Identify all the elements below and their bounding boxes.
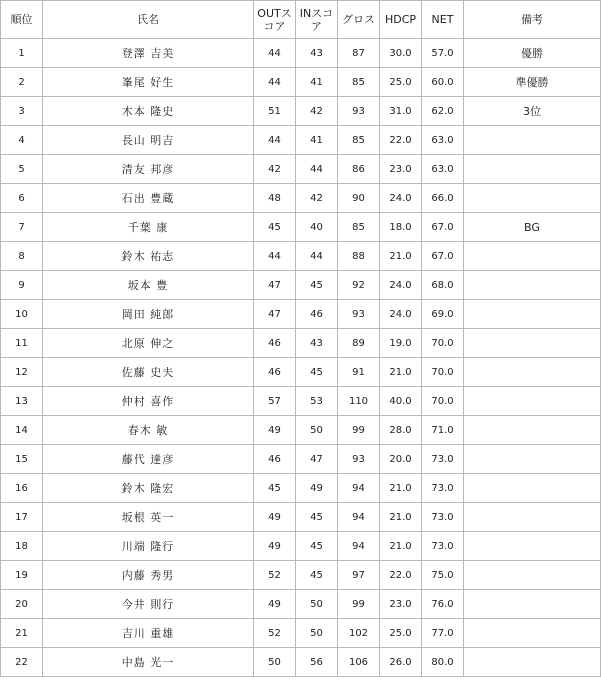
hdcp-cell: 21.0 bbox=[380, 503, 422, 532]
out-score-cell: 52 bbox=[254, 619, 296, 648]
name-cell: 長山 明吉 bbox=[43, 126, 254, 155]
net-cell: 73.0 bbox=[422, 503, 464, 532]
name-cell: 北原 伸之 bbox=[43, 329, 254, 358]
rank-cell: 20 bbox=[1, 590, 43, 619]
note-cell bbox=[464, 445, 601, 474]
out-score-cell: 45 bbox=[254, 474, 296, 503]
hdcp-cell: 24.0 bbox=[380, 184, 422, 213]
name-cell: 川端 隆行 bbox=[43, 532, 254, 561]
rank-cell: 4 bbox=[1, 126, 43, 155]
in-score-cell: 41 bbox=[296, 126, 338, 155]
in-score-cell: 49 bbox=[296, 474, 338, 503]
in-score-cell: 45 bbox=[296, 561, 338, 590]
table-row bbox=[1, 590, 601, 619]
in-score-cell: 50 bbox=[296, 590, 338, 619]
out-score-cell: 44 bbox=[254, 126, 296, 155]
note-cell bbox=[464, 387, 601, 416]
name-cell: 石出 豊蔵 bbox=[43, 184, 254, 213]
hdcp-cell: 19.0 bbox=[380, 329, 422, 358]
in-score-cell: 44 bbox=[296, 242, 338, 271]
name-cell: 岡田 純郎 bbox=[43, 300, 254, 329]
out-score-cell: 46 bbox=[254, 445, 296, 474]
net-cell: 73.0 bbox=[422, 474, 464, 503]
note-cell bbox=[464, 329, 601, 358]
name-cell: 千葉 康 bbox=[43, 213, 254, 242]
gross-cell: 87 bbox=[338, 39, 380, 68]
in-score-cell: 45 bbox=[296, 532, 338, 561]
net-cell: 77.0 bbox=[422, 619, 464, 648]
in-score-cell: 45 bbox=[296, 271, 338, 300]
net-cell: 69.0 bbox=[422, 300, 464, 329]
out-score-cell: 49 bbox=[254, 503, 296, 532]
in-score-cell: 45 bbox=[296, 503, 338, 532]
rank-cell: 7 bbox=[1, 213, 43, 242]
hdcp-cell: 30.0 bbox=[380, 39, 422, 68]
net-cell: 70.0 bbox=[422, 358, 464, 387]
gross-cell: 94 bbox=[338, 474, 380, 503]
in-score-cell: 42 bbox=[296, 97, 338, 126]
out-score-cell: 47 bbox=[254, 300, 296, 329]
table-header bbox=[1, 1, 601, 39]
name-cell: 坂本 豊 bbox=[43, 271, 254, 300]
rank-cell: 8 bbox=[1, 242, 43, 271]
hdcp-cell: 22.0 bbox=[380, 126, 422, 155]
in-score-cell: 46 bbox=[296, 300, 338, 329]
net-cell: 70.0 bbox=[422, 329, 464, 358]
out-score-cell: 48 bbox=[254, 184, 296, 213]
header-out-score: OUTスコア bbox=[254, 1, 296, 39]
name-cell: 中島 光一 bbox=[43, 648, 254, 677]
gross-cell: 93 bbox=[338, 97, 380, 126]
header-note: 備考 bbox=[464, 1, 601, 39]
rank-cell: 19 bbox=[1, 561, 43, 590]
rank-cell: 6 bbox=[1, 184, 43, 213]
table-row bbox=[1, 300, 601, 329]
rank-cell: 17 bbox=[1, 503, 43, 532]
hdcp-cell: 25.0 bbox=[380, 68, 422, 97]
net-cell: 73.0 bbox=[422, 532, 464, 561]
rank-cell: 16 bbox=[1, 474, 43, 503]
name-cell: 清友 邦彦 bbox=[43, 155, 254, 184]
in-score-cell: 44 bbox=[296, 155, 338, 184]
rank-cell: 18 bbox=[1, 532, 43, 561]
rank-cell: 22 bbox=[1, 648, 43, 677]
hdcp-cell: 21.0 bbox=[380, 358, 422, 387]
out-score-cell: 45 bbox=[254, 213, 296, 242]
out-score-cell: 49 bbox=[254, 532, 296, 561]
in-score-cell: 45 bbox=[296, 358, 338, 387]
in-score-cell: 53 bbox=[296, 387, 338, 416]
header-hdcp: HDCP bbox=[380, 1, 422, 39]
gross-cell: 85 bbox=[338, 68, 380, 97]
net-cell: 66.0 bbox=[422, 184, 464, 213]
hdcp-cell: 24.0 bbox=[380, 300, 422, 329]
net-cell: 67.0 bbox=[422, 242, 464, 271]
hdcp-cell: 18.0 bbox=[380, 213, 422, 242]
header-row bbox=[1, 1, 601, 39]
gross-cell: 102 bbox=[338, 619, 380, 648]
out-score-cell: 50 bbox=[254, 648, 296, 677]
net-cell: 76.0 bbox=[422, 590, 464, 619]
rank-cell: 11 bbox=[1, 329, 43, 358]
in-score-cell: 42 bbox=[296, 184, 338, 213]
rank-cell: 14 bbox=[1, 416, 43, 445]
rank-cell: 12 bbox=[1, 358, 43, 387]
net-cell: 71.0 bbox=[422, 416, 464, 445]
out-score-cell: 42 bbox=[254, 155, 296, 184]
rank-cell: 13 bbox=[1, 387, 43, 416]
hdcp-cell: 20.0 bbox=[380, 445, 422, 474]
table-row bbox=[1, 213, 601, 242]
out-score-cell: 47 bbox=[254, 271, 296, 300]
note-cell bbox=[464, 503, 601, 532]
hdcp-cell: 21.0 bbox=[380, 532, 422, 561]
hdcp-cell: 28.0 bbox=[380, 416, 422, 445]
rank-cell: 2 bbox=[1, 68, 43, 97]
table-row bbox=[1, 39, 601, 68]
gross-cell: 85 bbox=[338, 126, 380, 155]
note-cell: 3位 bbox=[464, 97, 601, 126]
gross-cell: 91 bbox=[338, 358, 380, 387]
note-cell bbox=[464, 590, 601, 619]
hdcp-cell: 23.0 bbox=[380, 590, 422, 619]
gross-cell: 88 bbox=[338, 242, 380, 271]
name-cell: 仲村 喜作 bbox=[43, 387, 254, 416]
table-row bbox=[1, 474, 601, 503]
rank-cell: 9 bbox=[1, 271, 43, 300]
note-cell bbox=[464, 358, 601, 387]
name-cell: 内藤 秀男 bbox=[43, 561, 254, 590]
out-score-cell: 57 bbox=[254, 387, 296, 416]
hdcp-cell: 21.0 bbox=[380, 474, 422, 503]
in-score-cell: 43 bbox=[296, 39, 338, 68]
name-cell: 木本 隆史 bbox=[43, 97, 254, 126]
out-score-cell: 49 bbox=[254, 590, 296, 619]
table-row bbox=[1, 155, 601, 184]
name-cell: 今井 則行 bbox=[43, 590, 254, 619]
table-row bbox=[1, 358, 601, 387]
table-row bbox=[1, 242, 601, 271]
note-cell bbox=[464, 184, 601, 213]
in-score-cell: 47 bbox=[296, 445, 338, 474]
out-score-cell: 44 bbox=[254, 39, 296, 68]
rank-cell: 10 bbox=[1, 300, 43, 329]
net-cell: 80.0 bbox=[422, 648, 464, 677]
note-cell bbox=[464, 416, 601, 445]
table-row bbox=[1, 97, 601, 126]
table-body bbox=[1, 39, 601, 677]
table-row bbox=[1, 532, 601, 561]
note-cell bbox=[464, 271, 601, 300]
net-cell: 73.0 bbox=[422, 445, 464, 474]
note-cell bbox=[464, 155, 601, 184]
note-cell bbox=[464, 619, 601, 648]
hdcp-cell: 24.0 bbox=[380, 271, 422, 300]
table-row bbox=[1, 184, 601, 213]
rank-cell: 3 bbox=[1, 97, 43, 126]
net-cell: 75.0 bbox=[422, 561, 464, 590]
out-score-cell: 52 bbox=[254, 561, 296, 590]
net-cell: 67.0 bbox=[422, 213, 464, 242]
rank-cell: 15 bbox=[1, 445, 43, 474]
out-score-cell: 46 bbox=[254, 329, 296, 358]
hdcp-cell: 21.0 bbox=[380, 242, 422, 271]
net-cell: 63.0 bbox=[422, 155, 464, 184]
table-row bbox=[1, 329, 601, 358]
table-row bbox=[1, 416, 601, 445]
net-cell: 57.0 bbox=[422, 39, 464, 68]
net-cell: 62.0 bbox=[422, 97, 464, 126]
table-row bbox=[1, 619, 601, 648]
gross-cell: 94 bbox=[338, 532, 380, 561]
rank-cell: 1 bbox=[1, 39, 43, 68]
in-score-cell: 40 bbox=[296, 213, 338, 242]
net-cell: 68.0 bbox=[422, 271, 464, 300]
rank-cell: 21 bbox=[1, 619, 43, 648]
header-name: 氏名 bbox=[43, 1, 254, 39]
out-score-cell: 44 bbox=[254, 242, 296, 271]
hdcp-cell: 23.0 bbox=[380, 155, 422, 184]
name-cell: 鈴木 隆宏 bbox=[43, 474, 254, 503]
header-in-score: INスコア bbox=[296, 1, 338, 39]
table-row bbox=[1, 68, 601, 97]
in-score-cell: 56 bbox=[296, 648, 338, 677]
rank-cell: 5 bbox=[1, 155, 43, 184]
gross-cell: 86 bbox=[338, 155, 380, 184]
hdcp-cell: 31.0 bbox=[380, 97, 422, 126]
gross-cell: 94 bbox=[338, 503, 380, 532]
name-cell: 鈴木 祐志 bbox=[43, 242, 254, 271]
table-row bbox=[1, 126, 601, 155]
hdcp-cell: 40.0 bbox=[380, 387, 422, 416]
in-score-cell: 41 bbox=[296, 68, 338, 97]
gross-cell: 85 bbox=[338, 213, 380, 242]
gross-cell: 93 bbox=[338, 300, 380, 329]
name-cell: 佐藤 史夫 bbox=[43, 358, 254, 387]
gross-cell: 92 bbox=[338, 271, 380, 300]
note-cell bbox=[464, 561, 601, 590]
note-cell bbox=[464, 532, 601, 561]
note-cell bbox=[464, 474, 601, 503]
table-row bbox=[1, 387, 601, 416]
header-rank: 順位 bbox=[1, 1, 43, 39]
table-row bbox=[1, 271, 601, 300]
hdcp-cell: 25.0 bbox=[380, 619, 422, 648]
hdcp-cell: 22.0 bbox=[380, 561, 422, 590]
gross-cell: 99 bbox=[338, 416, 380, 445]
hdcp-cell: 26.0 bbox=[380, 648, 422, 677]
out-score-cell: 51 bbox=[254, 97, 296, 126]
name-cell: 藤代 達彦 bbox=[43, 445, 254, 474]
note-cell: 準優勝 bbox=[464, 68, 601, 97]
name-cell: 吉川 重雄 bbox=[43, 619, 254, 648]
gross-cell: 89 bbox=[338, 329, 380, 358]
table-row bbox=[1, 561, 601, 590]
note-cell: 優勝 bbox=[464, 39, 601, 68]
out-score-cell: 46 bbox=[254, 358, 296, 387]
out-score-cell: 44 bbox=[254, 68, 296, 97]
table-row bbox=[1, 648, 601, 677]
net-cell: 70.0 bbox=[422, 387, 464, 416]
net-cell: 60.0 bbox=[422, 68, 464, 97]
net-cell: 63.0 bbox=[422, 126, 464, 155]
note-cell bbox=[464, 648, 601, 677]
gross-cell: 93 bbox=[338, 445, 380, 474]
note-cell: BG bbox=[464, 213, 601, 242]
gross-cell: 99 bbox=[338, 590, 380, 619]
gross-cell: 97 bbox=[338, 561, 380, 590]
header-gross: グロス bbox=[338, 1, 380, 39]
name-cell: 春木 敏 bbox=[43, 416, 254, 445]
gross-cell: 90 bbox=[338, 184, 380, 213]
note-cell bbox=[464, 126, 601, 155]
in-score-cell: 50 bbox=[296, 416, 338, 445]
table-row bbox=[1, 445, 601, 474]
name-cell: 登澤 吉美 bbox=[43, 39, 254, 68]
gross-cell: 110 bbox=[338, 387, 380, 416]
in-score-cell: 50 bbox=[296, 619, 338, 648]
gross-cell: 106 bbox=[338, 648, 380, 677]
name-cell: 坂根 英一 bbox=[43, 503, 254, 532]
name-cell: 峯尾 好生 bbox=[43, 68, 254, 97]
table-row bbox=[1, 503, 601, 532]
note-cell bbox=[464, 300, 601, 329]
header-net: NET bbox=[422, 1, 464, 39]
out-score-cell: 49 bbox=[254, 416, 296, 445]
note-cell bbox=[464, 242, 601, 271]
in-score-cell: 43 bbox=[296, 329, 338, 358]
